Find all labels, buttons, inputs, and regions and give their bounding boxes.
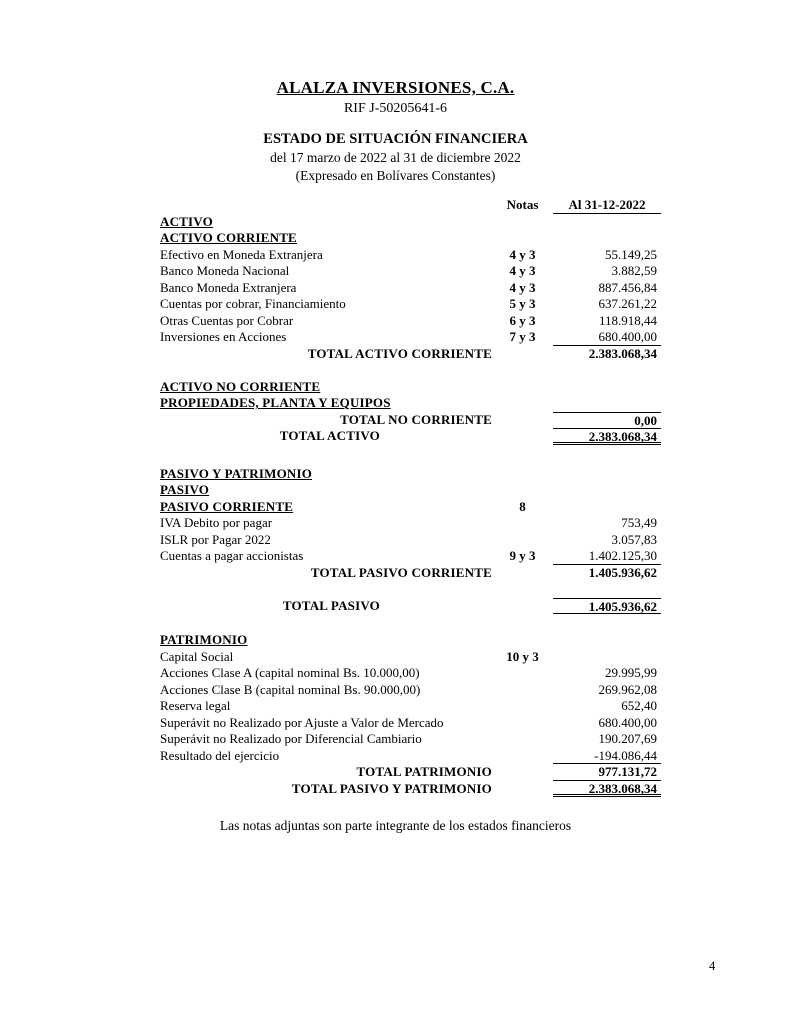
row-amount: 637.261,22 [598,296,657,311]
row-label: Resultado del ejercicio [160,747,280,763]
row-label: Acciones Clase B (capital nominal Bs. 90.000,00) [160,681,421,697]
row-notes [492,214,553,231]
statement-row [160,379,661,396]
row-label: TOTAL ACTIVO CORRIENTE [307,345,492,361]
row-amount: 29.995,99 [605,665,657,680]
row-amount [553,482,661,499]
row-label: Banco Moneda Nacional [160,263,290,278]
row-amount [553,499,661,516]
row-amount [553,466,661,483]
page-number: 4 [709,959,716,973]
row-notes: 4 y 3 [509,279,536,295]
row-amount: 1.405.936,62 [588,564,657,580]
statement-row [160,548,661,565]
statement-row [160,682,661,699]
row-label: PATRIMONIO [160,632,248,647]
row-amount: 190.207,69 [598,731,657,746]
section-spacer [160,445,661,466]
row-label: ISLR por Pagar 2022 [160,531,271,547]
row-notes [492,748,553,765]
row-notes [492,598,553,615]
row-notes [492,515,553,532]
row-notes [492,764,553,781]
row-notes [492,698,553,715]
statement-row [160,632,661,649]
row-notes [492,532,553,549]
row-notes [492,781,553,798]
row-notes [492,731,553,748]
amount-column-header: Al 31-12-2022 [553,197,661,214]
company-rif: RIF J-50205641-6 [343,100,448,116]
statement-row [160,329,661,346]
row-amount: 1.405.936,62 [553,598,661,615]
row-amount: 269.962,08 [598,681,657,697]
statement-row [160,395,661,412]
section-spacer [160,614,661,632]
row-label: Acciones Clase A (capital nominal Bs. 10.000,00) [160,665,420,680]
statement-row [160,532,661,549]
statement-row [160,649,661,666]
statement-row [160,781,661,798]
row-notes: 9 y 3 [509,548,536,563]
column-header-spacer [160,197,492,214]
statement-row [160,466,661,483]
row-amount [553,379,661,396]
row-amount: 2.383.068,34 [553,781,661,798]
footer-note: Las notas adjuntas son parte integrante de los estados financieros [219,818,572,833]
row-amount [553,395,661,412]
statement-title: ESTADO DE SITUACIÓN FINANCIERA [263,130,528,147]
row-notes: 5 y 3 [509,296,536,311]
row-notes: 6 y 3 [509,312,536,328]
row-notes [492,428,553,445]
row-notes [492,395,553,412]
row-label: Otras Cuentas por Cobrar [160,312,294,328]
row-label: ACTIVO [160,213,213,229]
row-label: Superávit no Realizado por Ajuste a Valor de Mercado [160,714,444,730]
statement-row [160,482,661,499]
row-label: IVA Debito por pagar [160,515,273,530]
row-label: TOTAL NO CORRIENTE [340,411,492,427]
row-notes: 7 y 3 [509,329,536,344]
row-label: PROPIEDADES, PLANTA Y EQUIPOS [160,395,391,410]
row-notes [492,682,553,699]
row-amount: 977.131,72 [553,764,661,781]
company-name: ALALZA INVERSIONES, C.A. [276,78,515,97]
statement-row [160,715,661,732]
row-label: Efectivo en Moneda Extranjera [160,246,323,262]
statement-row [160,598,661,615]
row-label: ACTIVO NO CORRIENTE [160,378,321,394]
statement-row [160,296,661,313]
row-notes [492,565,553,582]
statement-row [160,346,661,363]
row-label: Cuentas a pagar accionistas [160,548,304,563]
row-notes: 4 y 3 [509,263,536,278]
row-notes [492,715,553,732]
statement-row [160,515,661,532]
section-spacer [160,362,661,379]
row-label: TOTAL PASIVO Y PATRIMONIO [291,780,492,796]
row-notes [492,379,553,396]
row-amount: 680.400,00 [553,329,661,346]
row-label: TOTAL ACTIVO [279,428,380,443]
row-amount [553,230,661,247]
row-label: Reserva legal [160,698,231,713]
statement-row [160,565,661,582]
row-notes [492,230,553,247]
row-amount [553,214,661,231]
row-label: Capital Social [160,648,234,664]
statement-row [160,748,661,765]
row-amount: 652,40 [621,698,657,713]
statement-row [160,698,661,715]
row-amount: 55.149,25 [605,246,657,262]
statement-row [160,214,661,231]
statement-row [160,731,661,748]
row-amount: 887.456,84 [598,279,657,295]
statement-row [160,230,661,247]
row-amount: 118.918,44 [598,312,657,328]
statement-row [160,247,661,264]
row-amount: 3.057,83 [611,531,657,547]
row-label: PASIVO CORRIENTE [160,498,294,514]
row-label: TOTAL PASIVO CORRIENTE [310,564,492,580]
row-label: Inversiones en Acciones [160,329,287,344]
row-amount: 0,00 [553,412,661,429]
row-label: Banco Moneda Extranjera [160,279,297,295]
row-notes [492,482,553,499]
row-amount: 753,49 [621,515,657,530]
row-notes: 4 y 3 [509,246,536,262]
row-label: TOTAL PATRIMONIO [356,764,492,779]
statement-table [160,197,661,797]
section-spacer [160,581,661,598]
statement-row [160,764,661,781]
row-notes [492,346,553,363]
row-label: PASIVO Y PATRIMONIO [160,465,313,481]
row-notes [492,412,553,429]
row-notes: 8 [519,498,526,514]
row-label: TOTAL PASIVO [282,597,380,613]
row-notes [492,466,553,483]
row-amount: 680.400,00 [598,714,657,730]
statement-row [160,412,661,429]
currency-note: (Expresado en Bolívares Constantes) [295,167,496,183]
row-amount [553,649,661,666]
statement-row [160,263,661,280]
row-amount: -194.086,44 [553,748,661,765]
column-header-row [160,197,661,214]
document-header [0,78,791,183]
row-notes: 10 y 3 [506,648,539,664]
statement-row [160,428,661,445]
statement-rows [160,214,661,798]
statement-row [160,665,661,682]
notes-column-header: Notas [506,197,539,212]
row-amount: 2.383.068,34 [588,345,657,361]
statement-row [160,313,661,330]
row-label: Superávit no Realizado por Diferencial Cambiario [160,731,422,746]
row-amount: 1.402.125,30 [553,548,661,565]
row-label: PASIVO [160,482,210,497]
row-label: ACTIVO CORRIENTE [160,230,297,245]
row-amount [553,632,661,649]
row-notes [492,665,553,682]
statement-period: del 17 marzo de 2022 al 31 de diciembre 2022 [270,150,521,166]
statement-row [160,280,661,297]
row-notes [492,632,553,649]
statement-row [160,499,661,516]
row-label: Cuentas por cobrar, Financiamiento [160,296,346,311]
row-amount: 2.383.068,34 [553,428,661,445]
row-amount: 3.882,59 [611,263,657,278]
